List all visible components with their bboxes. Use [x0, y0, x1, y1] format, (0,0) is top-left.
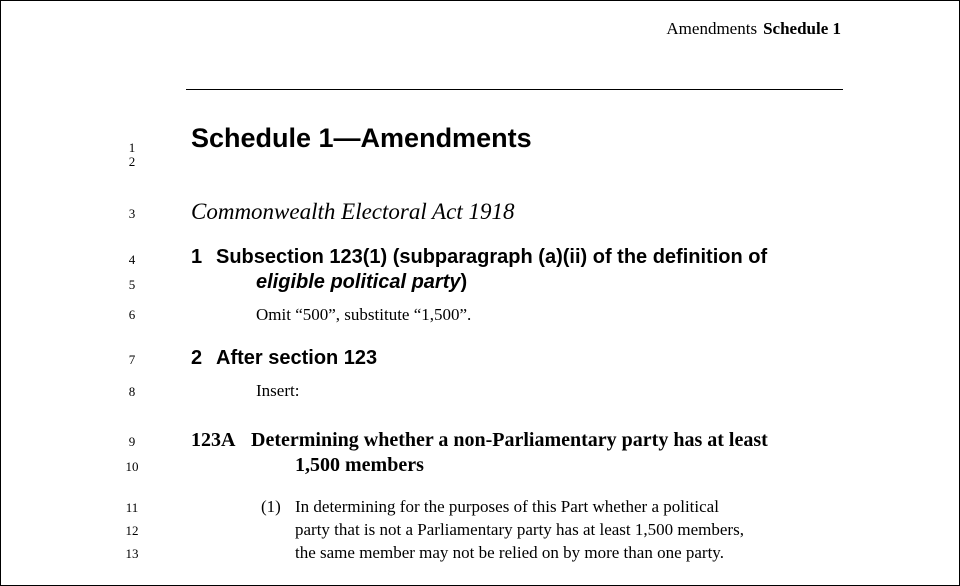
- subsection-line: the same member may not be relied on by more than one party.: [295, 543, 724, 562]
- defined-term: eligible political party: [256, 271, 461, 293]
- section-number: 123A: [191, 429, 236, 451]
- schedule-heading: Schedule 1—Amendments: [191, 123, 532, 153]
- section-heading-text: Determining whether a non-Parliamentary party has at least: [251, 429, 768, 451]
- line-number: 1: [128, 140, 136, 155]
- running-header-schedule: Schedule 1: [763, 19, 841, 38]
- line-number: 9: [128, 434, 136, 449]
- line-number: 8: [128, 384, 136, 399]
- act-title: Commonwealth Electoral Act 1918: [191, 199, 515, 224]
- section-heading-continued: 1,500 members: [295, 454, 424, 476]
- item-heading-text: After section 123: [216, 347, 378, 369]
- item-2-heading: [191, 347, 377, 370]
- item-heading-text: Subsection 123(1) (subparagraph (a)(ii) of the definition of: [216, 246, 768, 268]
- header-rule: [186, 89, 843, 90]
- running-header-part: Amendments: [666, 19, 758, 38]
- item-2-instruction: Insert:: [256, 381, 300, 400]
- item-heading-suffix: ): [460, 271, 468, 293]
- subsection-line: In determining for the purposes of this Part whether a political: [295, 497, 719, 516]
- item-1-instruction: Omit “500”, substitute “1,500”.: [256, 305, 472, 324]
- line-number: 12: [125, 523, 139, 538]
- line-number: 5: [128, 277, 136, 292]
- section-heading: [191, 429, 768, 452]
- item-1-heading-continued: [256, 271, 467, 294]
- line-number: 11: [125, 500, 139, 515]
- line-number: 6: [128, 307, 136, 322]
- subsection-line: party that is not a Parliamentary party has at least 1,500 members,: [295, 520, 744, 539]
- running-header: [666, 19, 841, 39]
- item-1-heading: [191, 246, 767, 269]
- line-number: 7: [128, 352, 136, 367]
- subsection-label: (1): [261, 497, 281, 516]
- line-number: 3: [128, 206, 136, 221]
- line-number: 10: [125, 459, 139, 474]
- line-number: 4: [128, 252, 136, 267]
- item-number: 2: [191, 347, 203, 369]
- line-number: 2: [128, 154, 136, 169]
- item-number: 1: [191, 246, 203, 268]
- line-number: 13: [125, 546, 139, 561]
